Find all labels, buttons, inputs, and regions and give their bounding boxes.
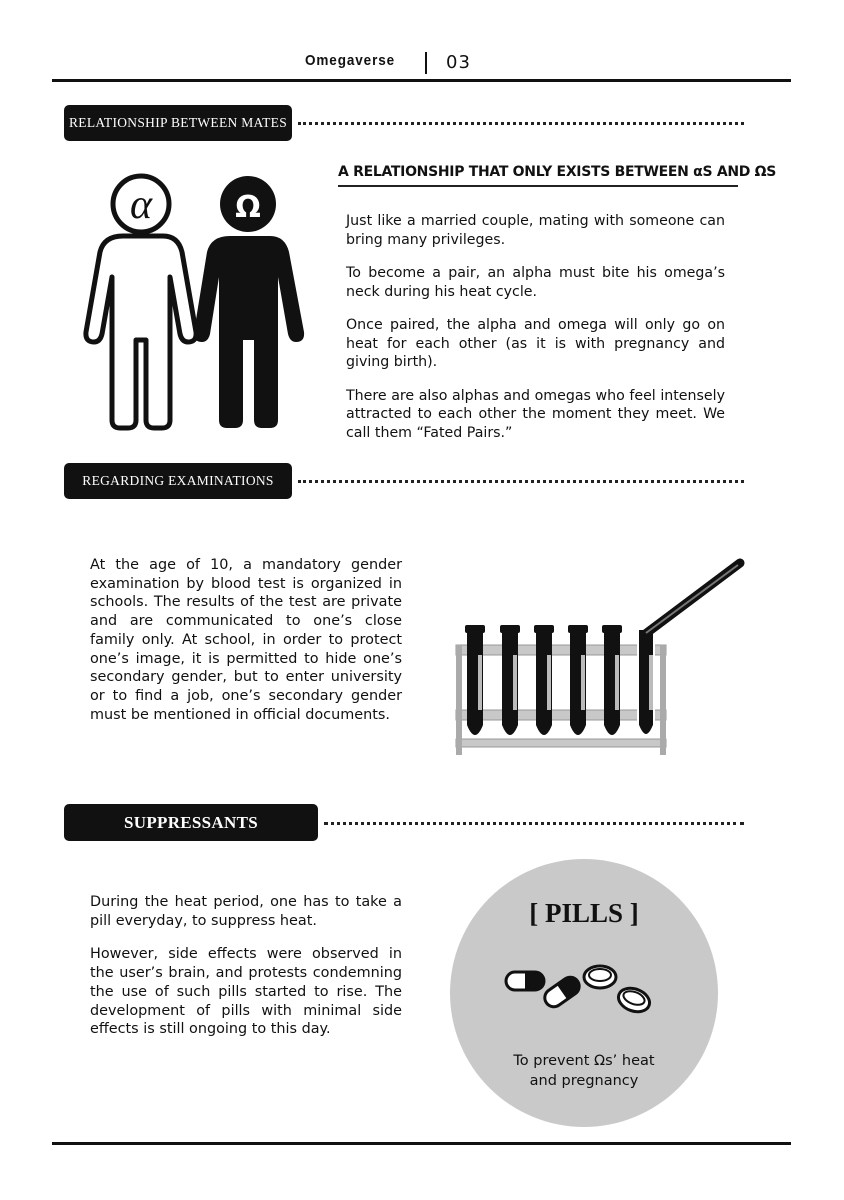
section-label-mates: RELATIONSHIP BETWEEN MATES: [64, 105, 292, 141]
mates-paragraph-4: There are also alphas and omegas who feel intensely attracted to each other the moment they meet. We call them “Fated Pairs.”: [346, 387, 725, 441]
page-number: 03: [446, 52, 471, 73]
tablet-icon: [615, 984, 653, 1016]
pills-caption: [450, 1051, 718, 1091]
capsule-icon: [541, 974, 582, 1011]
section-label-exams: REGARDING EXAMINATIONS: [64, 463, 292, 499]
alpha-omega-couple-illustration: [78, 172, 318, 434]
suppressants-paragraph-1: During the heat period, one has to take a pill everyday, to suppress heat.: [90, 894, 402, 929]
test-tube-rack-illustration: [452, 555, 748, 760]
tablet-icon: [584, 966, 616, 988]
suppressants-paragraph-2: However, side effects were observed in the user’s brain, and protests condemning the use of such pills started to rise. The development of pills with minimal side effects is still ongoing to this day.: [90, 946, 402, 1038]
pipette-icon: [644, 563, 740, 635]
document-title: Omegaverse: [305, 52, 396, 69]
exams-body: At the age of 10, a mandatory gender examination by blood test is organized in schools. The results of the test are private and are communicated to one’s close family only. At school, in order to protect one’s image, it is permitted to hide one’s secondary gender, but to enter university or to find a job, one’s secondary gender must be mentioned in official documents.: [90, 557, 402, 723]
omega-symbol: Ω: [235, 190, 261, 225]
mates-paragraph-2: To become a pair, an alpha must bite his omega’s neck during his heat cycle.: [346, 265, 725, 300]
alpha-symbol: α: [129, 182, 153, 228]
bottom-rule: [52, 1142, 791, 1145]
header-divider: [425, 52, 427, 74]
mates-paragraph-1: Just like a married couple, mating with someone can bring many privileges.: [346, 213, 725, 248]
section-label-suppressants: SUPPRESSANTS: [64, 804, 318, 841]
pills-caption-line-2: and pregnancy: [529, 1073, 639, 1089]
top-rule: [52, 79, 791, 82]
omega-figure-icon: [194, 176, 304, 428]
capsule-icon: [506, 972, 544, 990]
suppressants-body: [90, 893, 402, 1054]
mates-paragraph-3: Once paired, the alpha and omega will only go on heat for each other (as it is with pregnancy and giving birth).: [346, 317, 725, 370]
pills-illustration: [500, 960, 660, 1020]
mates-subheading: A RELATIONSHIP THAT ONLY EXISTS BETWEEN αS AND ΩS: [338, 164, 738, 187]
mates-body: [346, 212, 725, 457]
alpha-figure-icon: [86, 176, 196, 428]
section-dots-mates: [298, 122, 744, 125]
section-dots-exams: [298, 480, 744, 483]
section-dots-suppressants: [324, 822, 744, 825]
pills-caption-line-1: To prevent Ωs’ heat: [513, 1053, 655, 1069]
pills-title: [ PILLS ]: [529, 898, 639, 928]
